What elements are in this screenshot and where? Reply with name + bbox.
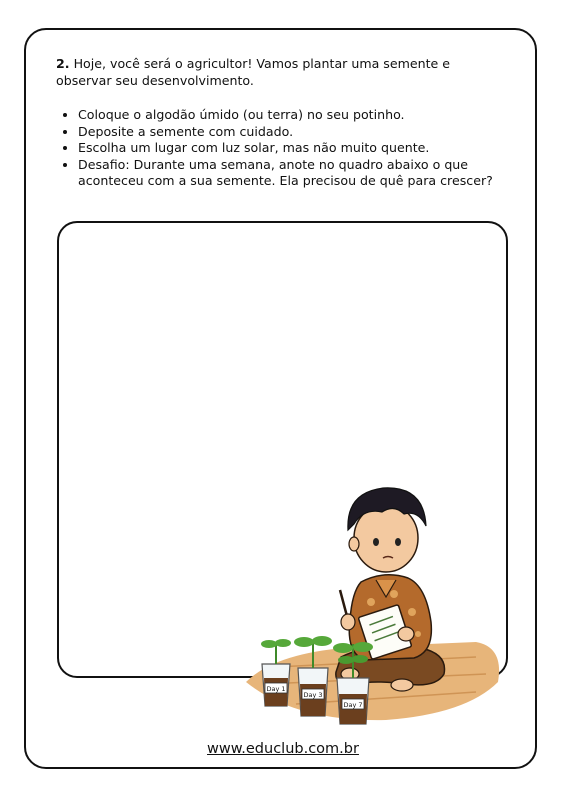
boy-with-seedlings-illustration (236, 452, 506, 732)
instruction-item: • Coloque o algodão úmido (ou terra) no seu potinho. (78, 107, 530, 124)
cup-label: Day 7 (343, 701, 363, 709)
seedling-cup-1 (261, 639, 291, 706)
instruction-item: • Escolha um lugar com luz solar, mas não muito quente. (78, 140, 530, 157)
cup-label: Day 3 (303, 691, 323, 699)
exercise-intro-text: Hoje, você será o agricultor! Vamos plantar uma semente e observar seu desenvolvimento. (56, 56, 451, 88)
seedling-cup-3 (294, 636, 332, 716)
instruction-item: • Deposite a semente com cuidado. (78, 124, 530, 141)
instruction-item: • Desafio: Durante uma semana, anote no quadro abaixo o que aconteceu com a sua semente. Ela precisou de quê para crescer? (78, 157, 530, 190)
exercise-intro (56, 56, 508, 89)
instruction-list (62, 107, 530, 190)
website-link[interactable]: www.educlub.com.br (207, 741, 359, 757)
cup-label: Day 1 (266, 685, 286, 693)
exercise-number: 2. (56, 56, 70, 71)
